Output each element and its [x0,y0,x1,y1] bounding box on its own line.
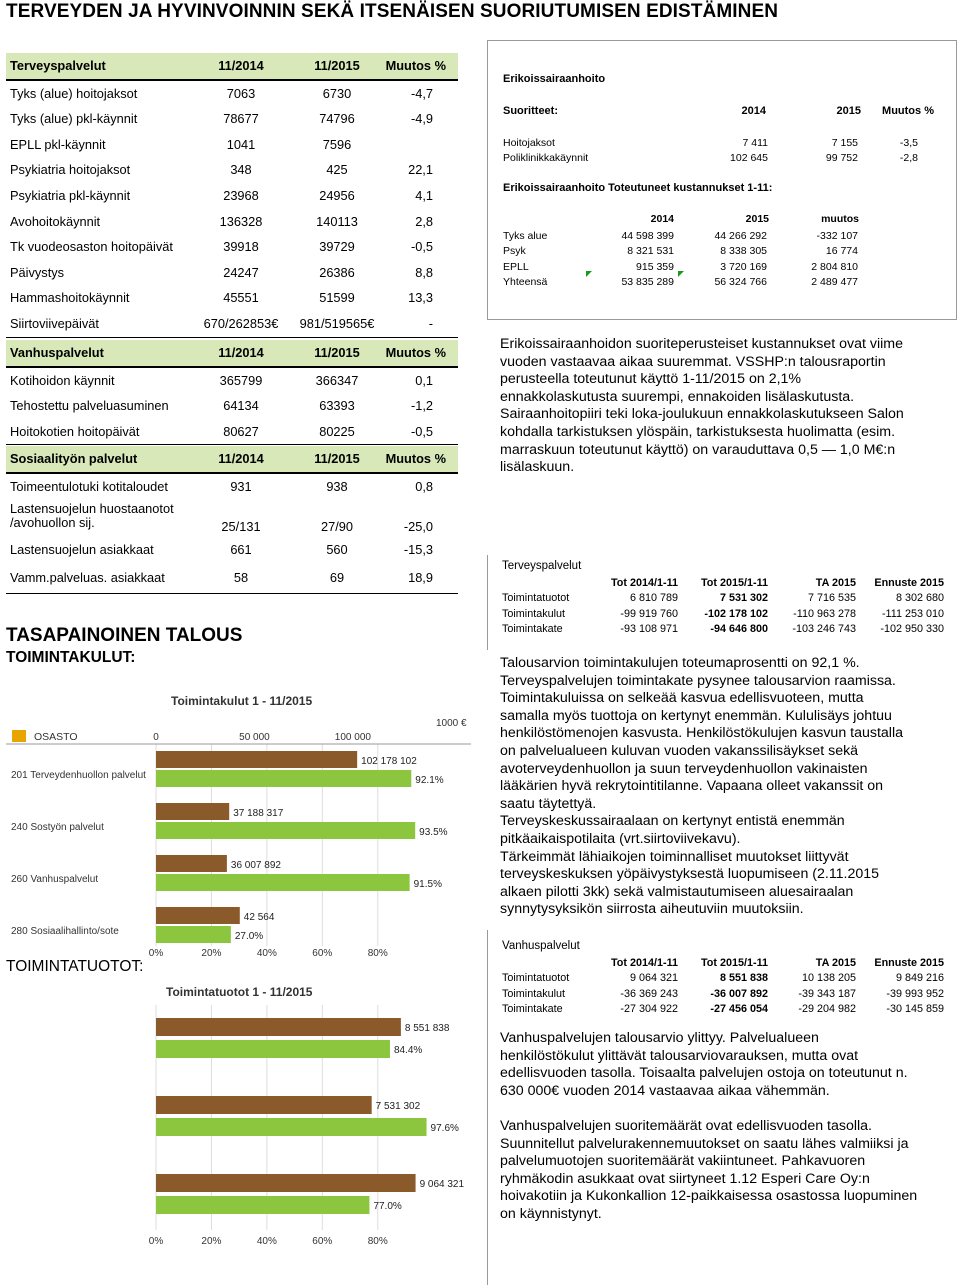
vanhus_fin-cell: 9 064 321 [629,972,678,984]
vanhus_fin-cell: -27 456 054 [710,1003,768,1015]
vanhus-header-cell: Muutos % [385,345,446,360]
cost-cell: 56 324 766 [714,275,767,288]
category-label: 260 Vanhuspalvelut [11,874,99,885]
sosiaali-header-row [6,446,458,474]
terveys-cell: -4,9 [410,111,433,127]
suorite-header-cell: 2015 [836,105,861,117]
percent-bar [156,1040,390,1058]
suorite-cell: 99 752 [825,152,858,164]
cost-cell: Psyk [503,245,526,258]
erikois-text [500,336,955,477]
text-line: hoivakotiin ja Kukonkallion 12-paikkaisessa osastossa luopuminen [500,1188,918,1205]
terveys-table [6,53,458,338]
vanhus-cell: Tehostettu palveluasuminen [10,398,169,414]
text-line: lisälaskuun. [500,459,575,476]
text-line: Suunnitellut palvelurakennemuutokset on saatu lähes valmiiksi ja [500,1135,909,1152]
vanhus_fin-cell: 8 551 838 [719,972,768,984]
tick-label-top: 50 000 [239,732,270,743]
text-line: pitkäaikaispotilaita (vrt.siirtoviivekavu). [500,830,741,847]
erikois-box [487,40,957,320]
terveys-cell: Psykiatria hoitojaksot [10,162,131,178]
text-line: marraskuun toteutunut käyttö) on varauduttava 0,5 — 1,0 M€:n [500,441,896,458]
text-line: Terveyskeskussairaalaan on kertynyt entistä enemmän [500,813,845,830]
suorite-cell: 7 155 [831,137,858,149]
cost-cell: 53 835 289 [621,275,674,288]
text-line: avoterveydenhuollon ja suun terveydenhuollon vakinaisten [500,760,868,777]
vanhus-cell: Kotihoidon käynnit [10,372,115,388]
terveys-cell: 22,1 [408,162,433,178]
vanhus-cell: 64134 [223,398,259,414]
text-line: Talousarvion toimintakulujen toteumaprosentti on 92,1 %. [500,655,860,671]
erikois-title: Erikoissairaanhoito [503,73,606,85]
text-line: henkilöstökulut ylittävät talousarviovarauksen, mutta ovat [500,1047,859,1064]
value-bar [156,855,227,872]
terveys_fin-cell: 7 716 535 [807,592,856,604]
terveys-row [6,106,458,132]
vanhus_fin-cell: -36 007 892 [710,987,768,1000]
terveys-cell: EPLL pkl-käynnit [10,136,106,152]
terveys-fin-table [487,555,958,650]
vanhus-header-row [6,340,458,368]
cost-header-cell: 2014 [650,213,674,225]
terveys-header-cell: Muutos % [385,58,446,73]
terveys-cell: 24956 [319,187,355,203]
terveys-row [6,209,458,235]
terveys-row [6,183,458,209]
tick-label-bottom: 80% [367,1236,388,1247]
kulut-title: TOIMINTAKULUT: [6,649,136,666]
terveys-row [6,285,458,311]
up-arrow-icon [12,730,26,742]
text-line: ennakkolaskutusta suurempi, ennakoiden lisälaskutusta. [500,388,855,405]
vanhus-cell: 365799 [219,372,263,388]
percent-bar [156,926,231,943]
terveys-cell: 51599 [319,290,355,306]
sosiaali-cell: Lastensuojelun asiakkaat [10,542,154,558]
terveys-row [6,132,458,158]
suorite-cell: Hoitojaksot [503,137,555,149]
terveys-cell: 425 [326,162,348,178]
vanhus-row [6,419,458,446]
vanhus-header-cell: 11/2015 [314,345,360,360]
sosiaali-row [6,499,458,537]
green-marker [678,271,684,277]
cost-cell: 2 489 477 [811,275,858,288]
cost-cell: EPLL [503,260,529,273]
value-bar [156,751,357,768]
tick-label-bottom: 60% [312,948,333,958]
vanhus_fin-cell: 9 849 216 [895,972,944,984]
percent-label: 93.5% [419,827,448,838]
terveys-row [6,260,458,286]
cost-cell: Tyks alue [503,230,548,242]
text-line: on palvelualueen kuluvan vuoden vakanssilisäykset sekä [500,742,859,759]
cost-cell: -332 107 [816,230,858,242]
cost-cell: 915 359 [636,260,674,273]
terveys-cell: 7596 [322,136,352,152]
terveys-header-cell: Terveyspalvelut [10,58,106,73]
terveys_fin-cell: 7 531 302 [719,592,768,604]
value-bar [156,803,229,820]
vanhus-cell: 63393 [319,398,355,414]
value-bar [156,1096,372,1114]
terveys-cell: Siirtoviivepäivät [10,315,99,331]
value-bar [156,1174,416,1192]
text-line: Tärkeimmät lähiaikojen toiminnalliset muutokset liittyvät [500,848,849,865]
terveys-cell: 39729 [319,239,355,255]
value-label: 7 531 302 [375,1101,421,1112]
value-bar [156,1018,401,1036]
vanhus_fin-header-cell: Tot 2014/1-11 [610,957,678,969]
category-label: 280 Sosiaalihallinto/sote [11,926,119,937]
vanhus_fin-cell: 10 138 205 [801,972,856,984]
value-label: 8 551 838 [404,1023,450,1034]
terveys-row [6,157,458,183]
text-line: alkaen pilotti 3kk) sekä valmistautumiseen aluesairaalan [500,883,854,900]
terveys-cell: 140113 [316,213,358,229]
text-line: Toimintakuluissa on selkeää kasvua edellisvuoteen, mutta [500,690,864,707]
percent-label: 92.1% [415,775,444,786]
vanhus-cell: -0,5 [410,423,433,439]
percent-bar [156,770,411,787]
category-label: 201 Terveydenhuollon palvelut [11,770,146,781]
vanhus_fin-header-cell: Tot 2015/1-11 [700,957,768,969]
sosiaali-header-cell: 11/2014 [218,451,264,466]
percent-label: 91.5% [413,879,442,890]
sosiaali-cell: Lastensuojelun huostaanotot /avohuollon sij. [10,501,174,531]
terveys-cell: 8,8 [415,264,433,280]
terveys-cell: 1041 [226,136,256,152]
value-label: 9 064 321 [419,1179,465,1190]
text-line: ryhmäkodin asukkaat ovat siirtyneet 1.12 Esperi Care Oy:n [500,1170,870,1187]
vanhus_fin-cell: Toimintakulut [502,987,566,1000]
sosiaali-cell: -15,3 [403,542,433,558]
text-line: kohdalla tarkistuksen ylöspäin, tarkistuksesta huolimatta (esim. [500,423,896,440]
suorite-cell: -3,5 [899,137,918,149]
terveys_fin-header-cell: TA 2015 [815,577,856,589]
sosiaali-cell: 938 [326,478,348,494]
vanhus-cell: Hoitokotien hoitopäivät [10,423,140,439]
terveys-cell: - [428,315,433,331]
tick-label-bottom: 20% [201,1236,222,1247]
vanhus_fin-cell: -30 145 859 [886,1003,944,1015]
terveys-cell: 78677 [223,111,259,127]
percent-bar [156,1196,369,1214]
text-line: Vanhuspalvelujen talousarvio ylittyy. Palvelualueen [500,1030,819,1046]
terveys-header-cell: 11/2014 [218,58,264,73]
sosiaali-cell: 25/131 [221,519,261,535]
tick-label-bottom: 0% [148,1236,164,1247]
terveys-cell: 26386 [319,264,355,280]
sosiaali-cell: 0,8 [415,478,433,494]
percent-label: 77.0% [373,1201,402,1212]
cost-cell: 16 774 [825,245,858,258]
terveys_fin-cell: Toimintakate [502,623,563,635]
terveys-cell: -0,5 [410,239,433,255]
terveys-cell: 45551 [223,290,259,306]
cost-cell: Yhteensä [503,275,548,288]
terveys-cell: Avohoitokäynnit [10,213,101,229]
value-label: 37 188 317 [233,808,284,819]
terveys-cell: Tyks (alue) hoitojaksot [10,85,138,101]
vanhus-text-1 [500,1030,955,1100]
tick-label-bottom: 20% [201,948,222,958]
green-marker [586,271,592,277]
cost-cell: 44 598 399 [621,230,674,242]
terveys_fin-cell: 6 810 789 [629,592,678,604]
vanhus_fin-cell: -36 369 243 [620,987,678,1000]
terveys-cell: 2,8 [415,213,433,229]
terveys-text [500,655,955,919]
cost-cell: 8 338 305 [720,245,767,258]
sosiaali-cell: 18,9 [408,569,433,585]
terveys-cell: 348 [230,162,252,178]
terveys-cell: 981/519565€ [299,315,375,331]
tick-label-bottom: 80% [367,948,388,958]
vanhus_fin-cell: Toimintakate [502,1003,563,1015]
terveys-cell: 670/262853€ [203,315,279,331]
percent-label: 97.6% [430,1123,459,1134]
tuotot-chart [6,980,476,1250]
chart-title: Toimintatuotot 1 - 11/2015 [166,985,313,999]
text-line: synnytysyksikön siirrosta aiheutuviin muutoksiin. [500,901,804,918]
suorite-header-cell: Muutos % [882,105,934,117]
tick-label-bottom: 60% [312,1236,333,1247]
vanhus-row [6,368,458,394]
vanhus-row [6,393,458,419]
value-label: 36 007 892 [230,860,281,871]
terveys-cell: Tyks (alue) pkl-käynnit [10,111,138,127]
vanhus_fin-cell: Toimintatuotot [502,972,570,984]
vanhus-cell: 80225 [319,423,355,439]
text-line: on käynnistynyt. [500,1205,602,1222]
vanhus-table [6,340,458,445]
terveys-cell: 39918 [223,239,259,255]
sosiaali-header-cell: Sosiaalityön palvelut [10,451,138,466]
vanhus-cell: 0,1 [415,372,433,388]
terveys-row [6,311,458,338]
text-line: lääkärien hyvä rekrytointitilanne. Vapaana olleet vakanssit on [500,778,884,795]
vanhus-header-cell: Vanhuspalvelut [10,345,104,360]
tick-label-bottom: 0% [148,948,164,958]
terveys-header-row [6,53,458,81]
text-line: saatu täytettyä. [500,795,597,812]
tick-label-bottom: 40% [256,948,277,958]
text-line: Terveyspalvelujen toimintakate pysynee talousarvion raamissa. [500,672,896,689]
text-line: Erikoissairaanhoidon suoriteperusteiset kustannukset ovat viime [500,336,903,352]
text-line: Vanhuspalvelujen suoritemäärät ovat edellisvuoden tasolla. [500,1118,872,1134]
sosiaali-cell: 931 [230,478,252,494]
tick-label-top: 100 000 [334,732,371,743]
percent-bar [156,822,415,839]
vanhus_fin-cell: -39 993 952 [886,987,944,1000]
text-line: perusteella toteutunut käyttö 1-11/2015 on 2,1% [500,371,802,388]
percent-bar [156,874,410,891]
text-line: 630 000€ vuoden 2014 vastaavaa aikaa vähemmän. [500,1082,830,1099]
terveys_fin-header-cell: Tot 2014/1-11 [610,577,678,589]
kulut-chart [6,688,476,958]
suorite-cell: 102 645 [730,152,768,164]
suorite-cell: 7 411 [742,137,768,149]
vanhus-cell: -1,2 [410,398,433,414]
sosiaali-cell: 560 [326,542,348,558]
terveys_fin-cell: -102 178 102 [704,607,768,620]
terveys_fin-cell: 8 302 680 [895,592,944,604]
terveys-cell: 4,1 [415,187,433,203]
talous-title: TASAPAINOINEN TALOUS [6,625,243,646]
value-label: 102 178 102 [361,756,417,767]
sosiaali-row [6,474,458,500]
terveys_fin-cell: -111 253 010 [881,607,944,620]
terveys-cell: 7063 [226,85,256,101]
sosiaali-row [6,537,458,563]
terveys-cell: Psykiatria pkl-käynnit [10,187,131,203]
terveys_fin-header-cell: Ennuste 2015 [874,577,944,589]
vanhus_fin-cell: -29 204 982 [798,1003,856,1015]
cost-cell: 2 804 810 [811,260,858,273]
text-line: vuoden vastaavaa aikaa suuremmat. VSSHP:n talousraportin [500,353,886,370]
suorite-cell: -2,8 [899,152,918,164]
cost-cell: 8 321 531 [627,245,674,258]
cost-cell: 3 720 169 [720,260,767,273]
text-line: palvelumuotojen suoritemäärät vakiintuneet. Pahkavuoren [500,1153,866,1170]
vanhus_fin-title: Vanhuspalvelut [502,940,580,952]
terveys-header-cell: 11/2015 [314,58,360,73]
text-line: terveyskeskuksen yöpäivystyksestä luopumiseen (2.11.2015 [500,866,880,883]
tick-label-bottom: 40% [256,1236,277,1247]
cost-title: Erikoissairaanhoito Toteutuneet kustannukset 1-11: [503,182,773,194]
page-title: TERVEYDEN JA HYVINVOINNIN SEKÄ ITSENÄISEN SUORIUTUMISEN EDISTÄMINEN [6,1,779,22]
tuotot-title: TOIMINTATUOTOT: [6,958,144,975]
percent-label: 27.0% [234,931,264,942]
sosiaali-header-cell: 11/2015 [314,451,360,466]
vanhus-header-cell: 11/2014 [218,345,264,360]
terveys-cell: 13,3 [408,290,433,306]
vanhus_fin-header-cell: Ennuste 2015 [874,957,944,969]
sosiaali-cell: 27/90 [320,519,354,535]
terveys-cell: 24247 [223,264,259,280]
vanhus_fin-header-cell: TA 2015 [815,957,856,969]
vanhus-text-2 [500,1118,955,1224]
cost-cell: 44 266 292 [714,230,767,242]
terveys-cell: 136328 [219,213,263,229]
chart-title: Toimintakulut 1 - 11/2015 [171,694,313,708]
sosiaali-cell: 69 [329,569,345,585]
terveys_fin-cell: Toimintatuotot [502,592,570,604]
sosiaali-cell: 58 [233,569,249,585]
terveys_fin-cell: -110 963 278 [793,607,856,620]
terveys_fin-cell: -102 950 330 [880,623,944,635]
cost-header-cell: muutos [821,213,859,225]
terveys_fin-cell: -93 108 971 [620,623,678,635]
category-label: 240 Sostyön palvelut [11,822,104,833]
vanhus-cell: 80627 [223,423,259,439]
sosiaali-cell: 661 [230,542,252,558]
terveys-cell: Tk vuodeosaston hoitopäivät [10,239,173,255]
sosiaali-cell: Toimeentulotuki kotitaloudet [10,478,168,494]
percent-label: 84.4% [393,1045,423,1056]
value-bar [156,907,240,924]
terveys_fin-cell: Toimintakulut [502,607,566,620]
suorite-header-cell: 2014 [741,105,766,117]
text-line: henkilöstömenojen kasvusta. Henkilöstökulujen kasvun taustalla [500,725,903,742]
terveys_fin-cell: -94 646 800 [710,623,768,635]
text-line: samalla myös tuottoja on kertynyt enemmän. Kululisäys johtuu [500,707,892,724]
terveys-row [6,81,458,107]
vanhus_fin-cell: -39 343 187 [798,987,856,1000]
terveys_fin-cell: -99 919 760 [620,607,678,620]
vanhus_fin-cell: -27 304 922 [620,1003,678,1015]
terveys-cell: Päivystys [10,264,65,280]
value-label: 42 564 [243,912,275,923]
terveys_fin-title: Terveyspalvelut [502,560,582,572]
sosiaali-cell: Vamm.palveluas. asiakkaat [10,569,165,585]
percent-bar [156,1118,427,1136]
terveys_fin-cell: -103 246 743 [792,623,856,635]
terveys-cell: 23968 [223,187,259,203]
vanhus-cell: 366347 [315,372,359,388]
sosiaali-header-cell: Muutos % [385,451,446,466]
terveys-row [6,234,458,260]
unit-label: 1000 € [436,718,467,729]
cost-header-cell: 2015 [745,213,769,225]
text-line: edellisvuoden tasolla. Toisaalta palvelujen ostoja on toteutunut n. [500,1065,908,1082]
osasto-label: OSASTO [34,731,78,743]
tick-label-top: 0 [153,732,159,743]
sosiaali-table [6,446,458,594]
sosiaali-row [6,563,458,594]
terveys-cell: 6730 [322,85,352,101]
terveys_fin-header-cell: Tot 2015/1-11 [700,577,768,589]
sosiaali-cell: -25,0 [403,519,433,535]
vanhus-fin-table [487,935,958,1025]
terveys-cell: 74796 [319,111,355,127]
text-line: Sairaanhoitopiiri teki loka-joulukuun ennakkolaskutukseen Salon [500,406,904,423]
terveys-cell: -4,7 [410,85,433,101]
terveys-cell: Hammashoitokäynnit [10,290,130,306]
suorite-header-cell: Suoritteet: [503,105,558,117]
suorite-cell: Poliklinikkakäynnit [503,152,589,164]
